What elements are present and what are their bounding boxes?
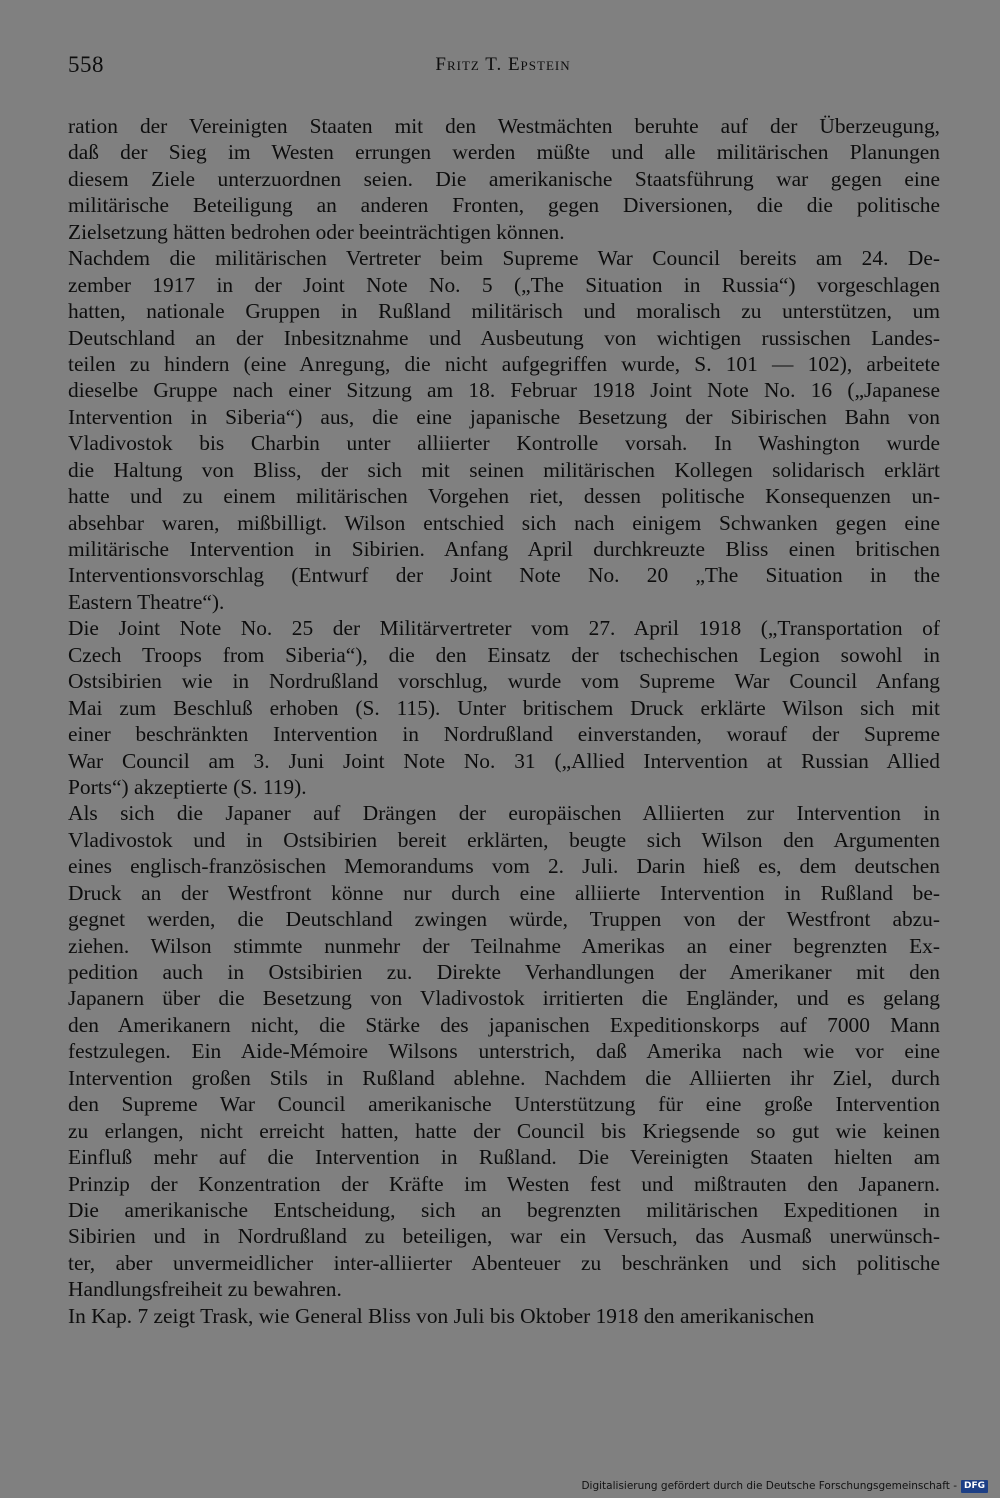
text-line: den Supreme War Council amerikanische Unterstützung für eine große Intervention [68,1092,940,1117]
text-line: ziehen. Wilson stimmte nunmehr der Teilnahme Amerikas an einer begrenzten Ex- [68,933,940,958]
text-line: Einfluß mehr auf die Intervention in Rußland. Die Vereinigten Staaten hielten am [68,1145,940,1170]
text-line: Vladivostok und in Ostsibirien bereit erklärten, beugte sich Wilson den Argumenten [68,827,940,852]
text-line: Intervention großen Stils in Rußland ablehne. Nachdem die Alliierten ihr Ziel, durch [68,1065,940,1090]
text-line: Czech Troops from Siberia“), die den Einsatz der tschechischen Legion sowohl in [68,642,940,667]
text-line: Sibirien und in Nordrußland zu beteiligen, war ein Versuch, das Ausmaß unerwünsch- [68,1224,940,1249]
text-line: festzulegen. Ein Aide-Mémoire Wilsons unterstrich, daß Amerika nach wie vor eine [68,1039,940,1064]
page-header [68,52,938,82]
dfg-logo-icon: DFG [961,1480,988,1493]
credit-text: Digitalisierung gefördert durch die Deutsche Forschungsgemeinschaft - [581,1480,957,1492]
text-line: die Haltung von Bliss, der sich mit seinen militärischen Kollegen solidarisch erklärt [68,457,940,482]
text-line: Prinzip der Konzentration der Kräfte im Westen fest und mißtrauten den Japanern. [68,1171,940,1196]
text-line: absehbar waren, mißbilligt. Wilson entschied sich nach einigem Schwanken gegen eine [68,510,940,535]
text-line: hatte und zu einem militärischen Vorgehen riet, dessen politische Konsequenzen un- [68,484,940,509]
text-line: pedition auch in Ostsibirien zu. Direkte Verhandlungen der Amerikaner mit den [68,960,940,984]
text-line: Intervention in Siberia“) aus, die eine japanische Besetzung der Sibirischen Bahn von [68,404,940,429]
text-line: Vladivostok bis Charbin unter alliierter Kontrolle vorsah. In Washington wurde [68,431,940,456]
text-line: ter, aber unvermeidlicher inter-alliierter Abenteuer zu beschränken und sich politische [68,1250,940,1275]
text-line: gegnet werden, die Deutschland zwingen würde, Truppen von der Westfront abzu- [68,907,940,932]
text-line: Handlungsfreiheit zu bewahren. [68,1277,342,1302]
text-line: Nachdem die militärischen Vertreter beim Supreme War Council bereits am 24. De- [68,246,940,271]
text-line: den Amerikanern nicht, die Stärke des japanischen Expeditionskorps auf 7000 Mann [68,1012,940,1037]
text-line: zember 1917 in der Joint Note No. 5 („The Situation in Russia“) vorgeschlagen [68,272,940,297]
digitization-credit [581,1478,988,1494]
text-line: Zielsetzung hätten bedrohen oder beeinträchtigen können. [68,219,565,244]
text-line: Die Joint Note No. 25 der Militärvertreter vom 27. April 1918 („Transportation of [68,616,940,641]
text-line: Die amerikanische Entscheidung, sich an begrenzten militärischen Expeditionen in [68,1197,940,1222]
text-line: ration der Vereinigten Staaten mit den Westmächten beruhte auf der Überzeugung, [68,114,940,138]
text-line: Druck an der Westfront könne nur durch eine alliierte Intervention in Rußland be- [68,880,940,905]
text-line: militärische Beteiligung an anderen Fronten, gegen Diversionen, die die politische [68,193,940,218]
text-line: Ostsibirien wie in Nordrußland vorschlug, wurde vom Supreme War Council Anfang [68,669,940,694]
text-line: teilen zu hindern (eine Anregung, die nicht aufgegriffen wurde, S. 101 — 102), arbeitete [68,351,940,376]
text-line: In Kap. 7 zeigt Trask, wie General Bliss von Juli bis Oktober 1918 den amerikanischen [68,1303,815,1328]
text-line: Interventionsvorschlag (Entwurf der Joint Note No. 20 „The Situation in the [68,563,940,588]
text-line: Als sich die Japaner auf Drängen der europäischen Alliierten zur Intervention in [68,801,940,826]
text-line: dieselbe Gruppe nach einer Sitzung am 18. Februar 1918 Joint Note No. 16 („Japanese [68,378,940,403]
running-head: Fritz T. Epstein [435,54,571,75]
text-line: eines englisch-französischen Memorandums vom 2. Juli. Darin hieß es, dem deutschen [68,854,940,879]
text-line: militärische Intervention in Sibirien. Anfang April durchkreuzte Bliss einen britischen [68,537,940,561]
text-line: Ports“) akzeptierte (S. 119). [68,774,307,799]
text-line: War Council am 3. Juni Joint Note No. 31 („Allied Intervention at Russian Allied [68,748,940,773]
text-line: Japanern über die Besetzung von Vladivostok irritierten die Engländer, und es gelang [68,986,940,1011]
text-line: Eastern Theatre“). [68,589,225,614]
text-line: diesem Ziele unterzuordnen seien. Die amerikanische Staatsführung war gegen eine [68,166,940,191]
text-line: einer beschränkten Intervention in Nordrußland einverstanden, worauf der Supreme [68,722,940,747]
text-line: Deutschland an der Inbesitznahme und Ausbeutung von wichtigen russischen Landes- [68,325,940,350]
text-line: daß der Sieg im Westen errungen werden müßte und alle militärischen Planungen [68,140,940,165]
text-line: zu erlangen, nicht erreicht hatten, hatte der Council bis Kriegsende so gut wie keinen [68,1118,940,1143]
page-number: 558 [68,52,104,77]
text-line: Mai zum Beschluß erhoben (S. 115). Unter britischem Druck erklärte Wilson sich mit [68,695,940,720]
body-text [68,113,940,1329]
text-line: hatten, nationale Gruppen in Rußland militärisch und moralisch zu unterstützen, um [68,299,940,324]
